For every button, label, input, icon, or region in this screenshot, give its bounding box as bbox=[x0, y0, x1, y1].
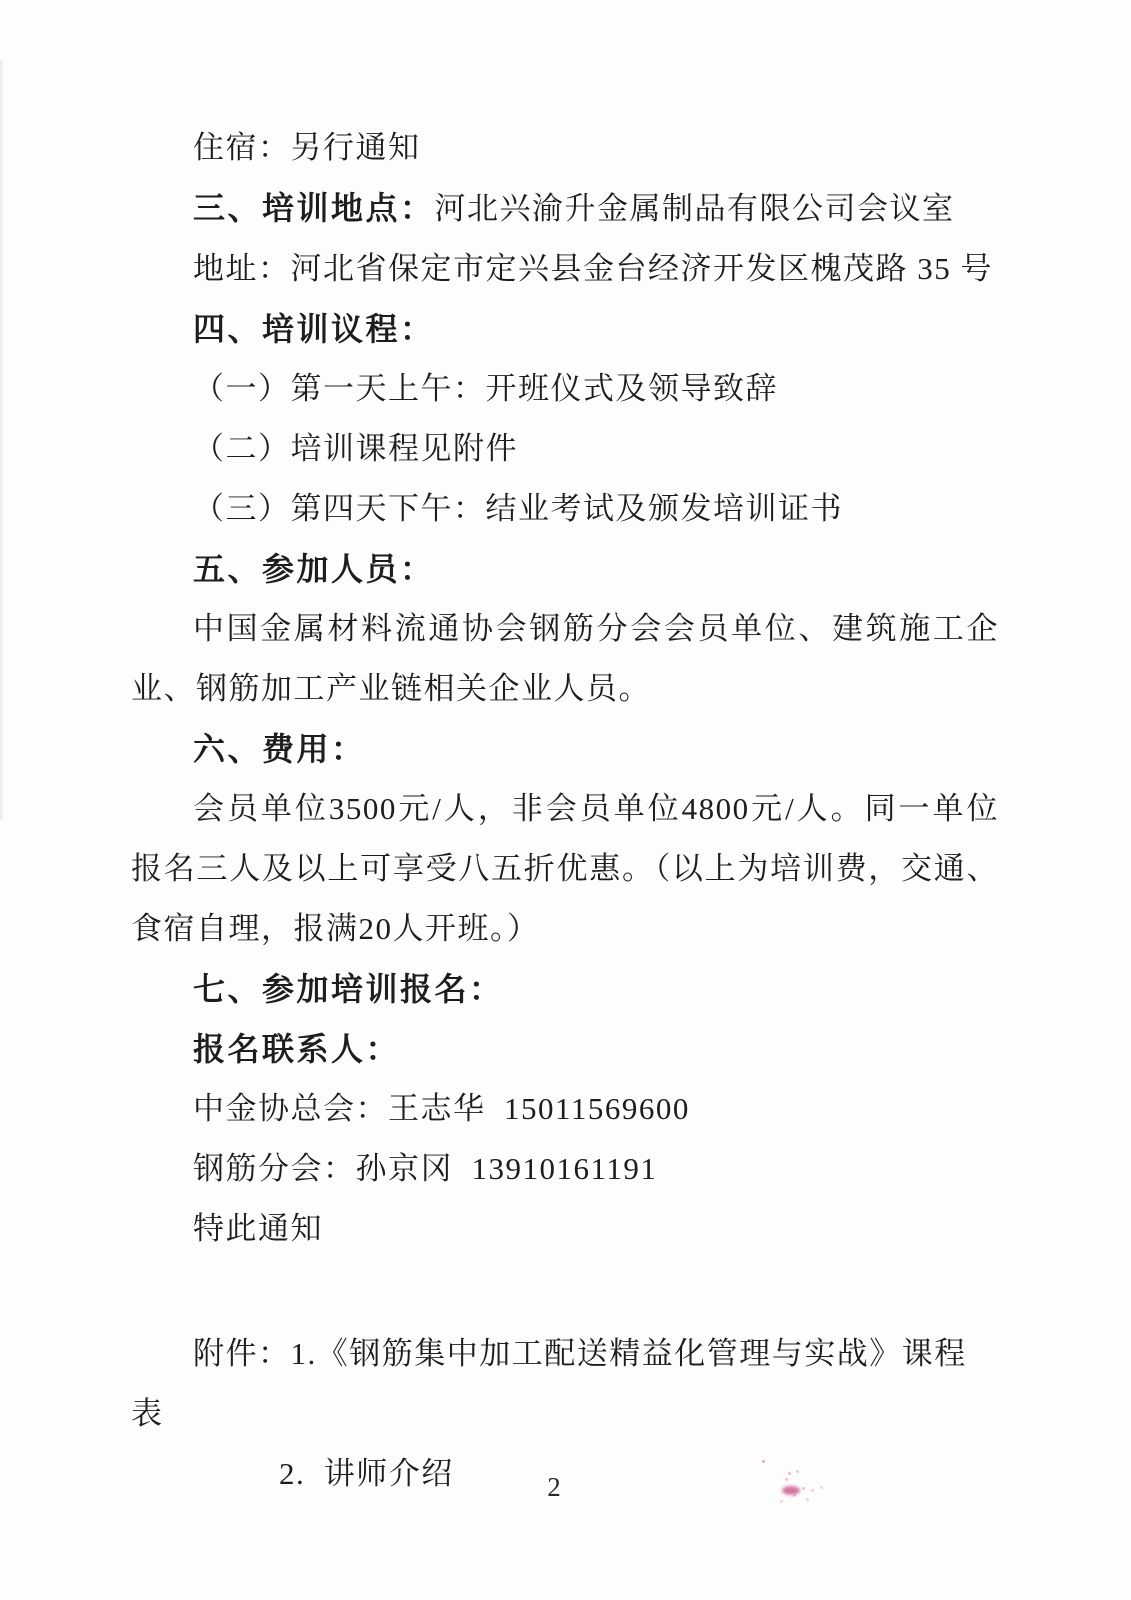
line-contact-rebar-branch: 钢筋分会：孙京冈 13910161191 bbox=[193, 1151, 658, 1186]
heading-training-agenda: 四、培训议程： bbox=[193, 311, 435, 347]
line-address: 地址：河北省保定市定兴县金台经济开发区槐茂路 35 号 bbox=[193, 251, 993, 286]
heading-participants: 五、参加人员： bbox=[193, 551, 435, 587]
line-hereby-notified: 特此通知 bbox=[193, 1211, 323, 1246]
page-number: 2 bbox=[547, 1472, 561, 1502]
heading-fees: 六、费用： bbox=[193, 731, 366, 767]
heading-training-location-label: 三、培训地点： bbox=[193, 190, 435, 226]
line-agenda-item-2: （二）培训课程见附件 bbox=[193, 431, 518, 466]
line-accommodation: 住宿：另行通知 bbox=[193, 130, 421, 165]
document-body bbox=[131, 118, 999, 1504]
training-location-value: 河北兴渝升金属制品有限公司会议室 bbox=[434, 191, 955, 226]
line-contact-association: 中金协总会：王志华 15011569600 bbox=[193, 1091, 690, 1126]
line-attachment-1: 附件：1.《钢筋集中加工配送精益化管理与实战》课程表 bbox=[131, 1336, 967, 1431]
line-agenda-item-1: （一）第一天上午：开班仪式及领导致辞 bbox=[193, 371, 778, 406]
line-attachment-2: 2. 讲师介绍 bbox=[279, 1456, 454, 1491]
paragraph-fees: 会员单位3500元/人，非会员单位4800元/人。同一单位报名三人及以上可享受八五折优惠。（以上为培训费，交通、食宿自理，报满20人开班。） bbox=[131, 791, 999, 946]
line-agenda-item-3: （三）第四天下午：结业考试及颁发培训证书 bbox=[193, 491, 843, 526]
heading-contact-persons: 报名联系人： bbox=[193, 1031, 401, 1067]
heading-training-location bbox=[131, 178, 999, 239]
heading-registration: 七、参加培训报名： bbox=[193, 971, 504, 1007]
scan-edge-artifact bbox=[0, 60, 4, 820]
paragraph-participants: 中国金属材料流通协会钢筋分会会员单位、建筑施工企业、钢筋加工产业链相关企业人员。 bbox=[131, 611, 999, 706]
